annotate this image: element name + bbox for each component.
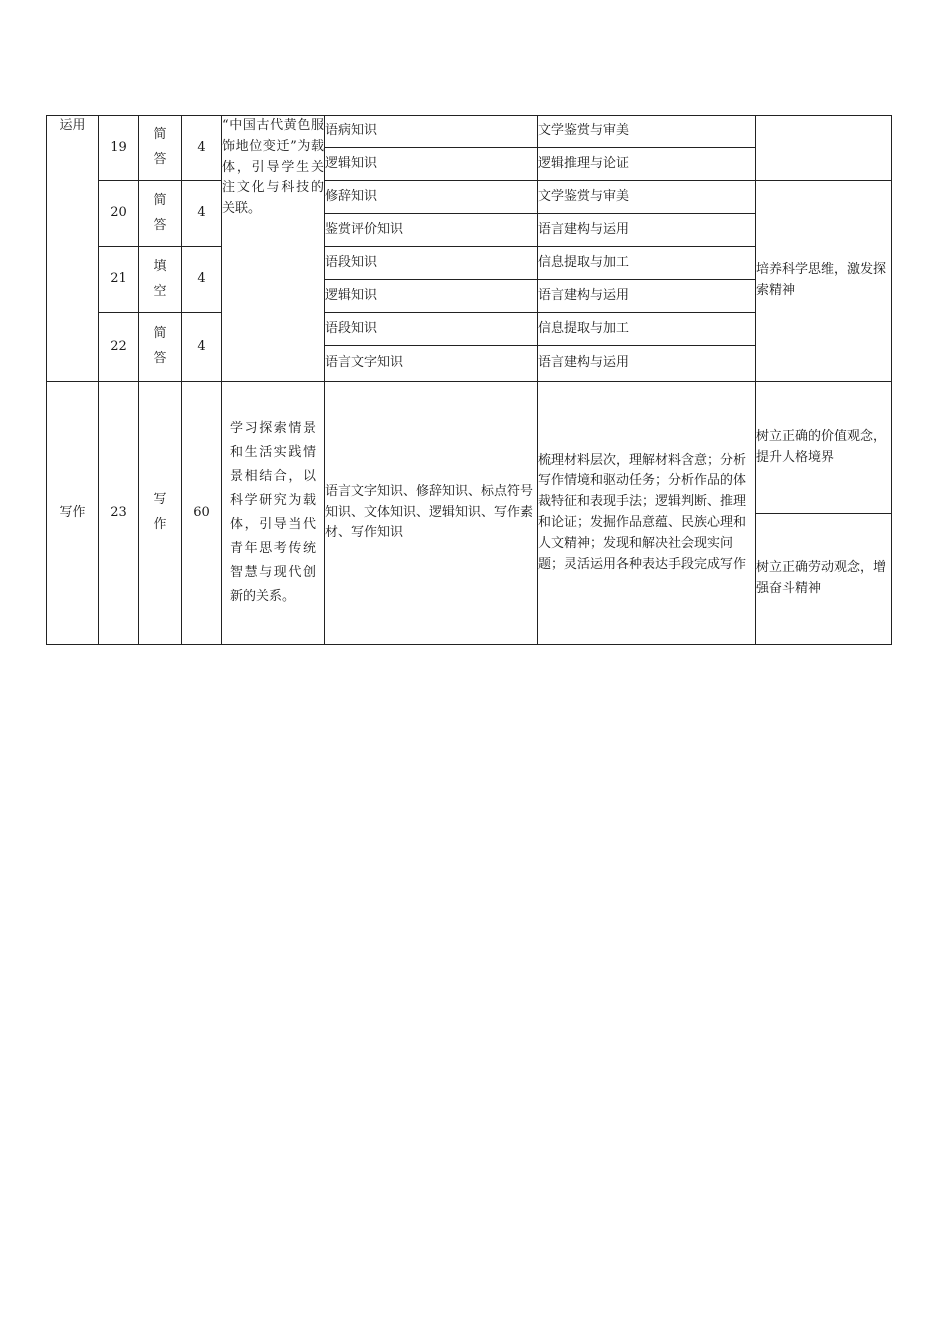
goal-values: 树立正确的价值观念，提升人格境界 (756, 382, 892, 514)
exam-spec-table (46, 115, 892, 645)
question-score: 4 (182, 181, 222, 247)
table-row (47, 382, 892, 514)
question-score: 4 (182, 116, 222, 181)
question-score: 4 (182, 313, 222, 382)
question-number: 20 (99, 181, 139, 247)
goal-labor: 树立正确劳动观念，增强奋斗精神 (756, 514, 892, 645)
knowledge-cell: 语段知识 (325, 247, 538, 280)
question-score: 60 (182, 382, 222, 645)
writing-knowledge: 语言文字知识、修辞知识、标点符号知识、文体知识、逻辑知识、写作素材、写作知识 (325, 382, 538, 645)
goal-empty (756, 116, 892, 181)
ability-cell: 逻辑推理与论证 (538, 148, 756, 181)
knowledge-cell: 鉴赏评价知识 (325, 214, 538, 247)
question-score: 4 (182, 247, 222, 313)
ability-cell: 信息提取与加工 (538, 247, 756, 280)
question-type: 简答 (153, 127, 167, 167)
ability-cell: 语言建构与运用 (538, 214, 756, 247)
question-number: 21 (99, 247, 139, 313)
ability-cell: 语言建构与运用 (538, 346, 756, 382)
knowledge-cell: 语段知识 (325, 313, 538, 346)
question-type: 简答 (153, 326, 167, 366)
section-apply: 运用 (47, 116, 99, 382)
ability-cell: 文学鉴赏与审美 (538, 116, 756, 148)
knowledge-cell: 逻辑知识 (325, 148, 538, 181)
writing-ability: 梳理材料层次，理解材料含意；分析写作情境和驱动任务；分析作品的体裁特征和表现手法；逻辑判断、推理和论证；发掘作品意蕴、民族心理和人文精神；发现和解决社会现实问题；灵活运用各种表达手段完成写作 (538, 382, 756, 645)
knowledge-cell: 语言文字知识 (325, 346, 538, 382)
table-row (47, 181, 892, 214)
ability-cell: 文学鉴赏与审美 (538, 181, 756, 214)
ability-cell: 信息提取与加工 (538, 313, 756, 346)
table-row (47, 116, 892, 148)
question-number: 19 (99, 116, 139, 181)
question-number: 23 (99, 382, 139, 645)
knowledge-cell: 逻辑知识 (325, 280, 538, 313)
ability-cell: 语言建构与运用 (538, 280, 756, 313)
question-type: 填空 (153, 258, 167, 299)
context-apply: “中国古代黄色服饰地位变迁”为载体，引导学生关注文化与科技的关联。 (222, 116, 325, 382)
question-number: 22 (99, 313, 139, 382)
section-write: 写作 (47, 382, 99, 645)
knowledge-cell: 语病知识 (325, 116, 538, 148)
context-write: 学习探索情景和生活实践情景相结合，以科学研究为载体，引导当代青年思考传统智慧与现代创新的关系。 (222, 382, 325, 645)
question-type: 写作 (153, 492, 167, 532)
question-type: 简答 (153, 192, 167, 233)
goal-science: 培养科学思维，激发探索精神 (756, 181, 892, 382)
knowledge-cell: 修辞知识 (325, 181, 538, 214)
